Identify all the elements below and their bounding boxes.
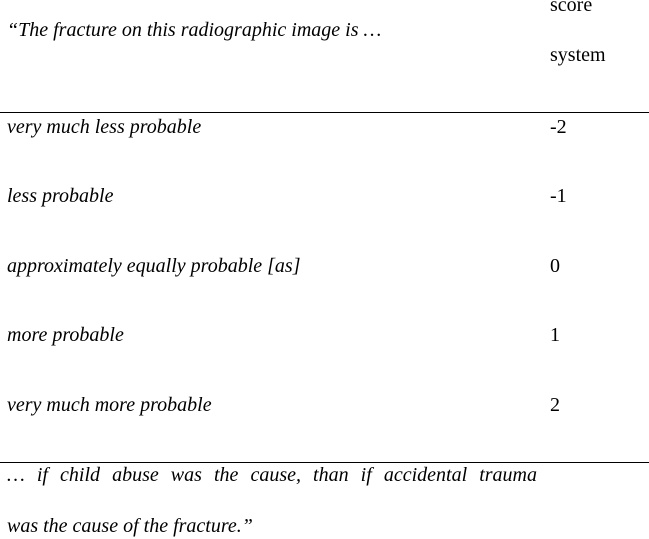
row-score: -1 bbox=[550, 185, 567, 207]
row-label: approximately equally probable [as] bbox=[7, 255, 301, 277]
row-label: very much less probable bbox=[7, 116, 202, 138]
header-rule bbox=[0, 112, 649, 113]
statement-suffix-line2: was the cause of the fracture.” bbox=[7, 515, 253, 537]
score-column-header-line1: score bbox=[550, 0, 593, 16]
score-column-header-line2: system bbox=[550, 44, 606, 66]
row-score: -2 bbox=[550, 116, 567, 138]
row-label: very much more probable bbox=[7, 394, 212, 416]
row-label: more probable bbox=[7, 324, 124, 346]
row-score: 2 bbox=[550, 394, 560, 416]
row-score: 0 bbox=[550, 255, 560, 277]
statement-prefix: “The fracture on this radiographic image is … bbox=[7, 19, 382, 41]
row-score: 1 bbox=[550, 324, 560, 346]
statement-suffix-line1: … if child abuse was the cause, than if accidental trauma bbox=[7, 464, 537, 486]
row-label: less probable bbox=[7, 185, 114, 207]
